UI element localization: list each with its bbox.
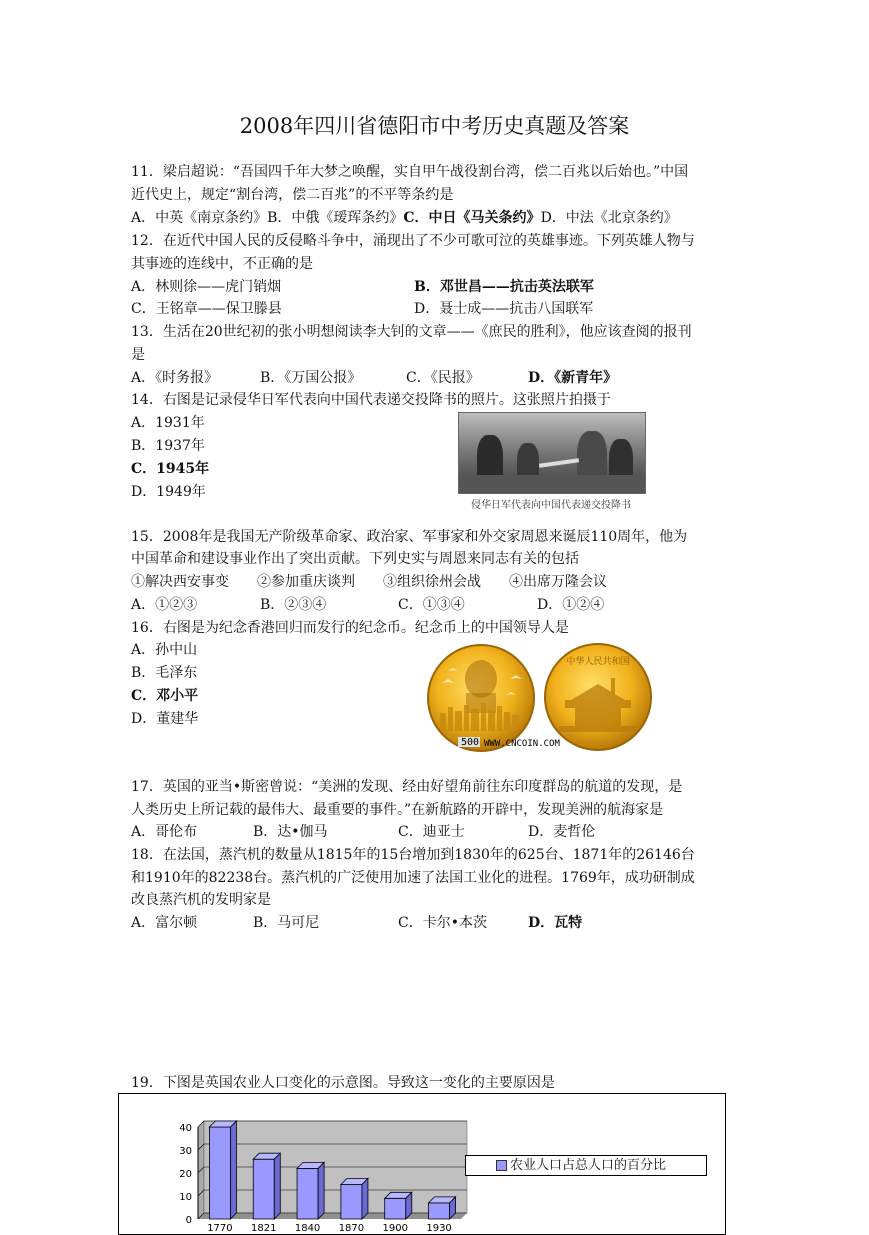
q15-stem-line1: 15．2008年是我国无产阶级革命家、政治家、军事家和外交家周恩来诞辰110周年，他为 xyxy=(131,529,688,545)
y-tick-label: 40 xyxy=(179,1123,192,1134)
q15-option-b: B．②③④ xyxy=(260,597,327,613)
q11-options xyxy=(131,208,678,228)
x-tick-label: 1900 xyxy=(382,1223,408,1234)
q14-option-d: D．1949年 xyxy=(131,484,206,500)
x-tick-label: 1821 xyxy=(251,1223,277,1234)
q16-option-c: C．邓小平 xyxy=(131,688,199,704)
q12-option-c: C．王铭章——保卫滕县 xyxy=(131,301,282,317)
q14-option-c: C．1945年 xyxy=(131,461,210,477)
q12-option-d: D．聂士成——抗击八国联军 xyxy=(414,301,594,317)
q16-option-d: D．董建华 xyxy=(131,711,199,727)
q17-option-d: D．麦哲伦 xyxy=(528,824,596,840)
q12-option-b: B．邓世昌——抗击英法联军 xyxy=(414,279,594,295)
plot-floor xyxy=(198,1213,467,1219)
coin-value-label: 500 xyxy=(461,737,480,748)
bar xyxy=(297,1168,318,1219)
q15-stem-line3: ①解决西安事变 ②参加重庆谈判 ③组织徐州会战 ④出席万隆会议 xyxy=(131,574,607,590)
q18-option-a: A．富尔顿 xyxy=(131,915,198,931)
bar xyxy=(209,1127,230,1219)
coin-reverse-image xyxy=(541,642,655,752)
q14-stem-line1: 14．右图是记录侵华日军代表向中国代表递交投降书的照片。这张照片拍摄于 xyxy=(131,392,611,408)
bar xyxy=(253,1159,274,1219)
q17-option-c: C．迪亚士 xyxy=(398,824,465,840)
q12-option-a: A．林则徐——虎门销烟 xyxy=(131,279,282,295)
q12-stem-line2: 其事迹的连线中，不正确的是 xyxy=(131,256,313,272)
q17-stem-line2: 人类历史上所记载的最伟大、最重要的事件。”在新航路的开辟中，发现美洲的航海家是 xyxy=(131,802,664,818)
coin-obverse-image xyxy=(424,643,538,753)
q18-option-c: C．卡尔•本茨 xyxy=(398,915,487,931)
q15-option-c: C．①③④ xyxy=(398,597,465,613)
q13-stem-line2: 是 xyxy=(131,347,145,363)
q13-option-d: D．《新青年》 xyxy=(528,370,618,386)
y-tick-label: 0 xyxy=(185,1215,192,1226)
q18-option-b: B．马可尼 xyxy=(253,915,320,931)
bar xyxy=(429,1203,450,1219)
x-tick-label: 1770 xyxy=(207,1223,233,1234)
q16-option-a: A．孙中山 xyxy=(131,642,198,658)
q11-option-c: C．中日《马关条约》 xyxy=(403,210,541,226)
q13-option-c: C．《民报》 xyxy=(406,370,480,386)
q18-stem-line1: 18．在法国，蒸汽机的数量从1815年的15台增加到1830年的625台、1871年的26146台 xyxy=(131,847,695,863)
q18-stem-line3: 改良蒸汽机的发明家是 xyxy=(131,892,271,908)
q13-option-a: A．《时务报》 xyxy=(131,370,219,386)
q12-stem-line1: 12．在近代中国人民的反侵略斗争中，涌现出了不少可歌可泣的英雄事迹。下列英雄人物与 xyxy=(131,233,695,249)
q17-stem-line1: 17．英国的亚当•斯密曾说：“美洲的发现、经由好望角前往东印度群岛的航道的发现，是 xyxy=(131,779,683,795)
q17-option-b: B．达•伽马 xyxy=(253,824,328,840)
legend-label: 农业人口占总人口的百分比 xyxy=(510,1158,667,1173)
y-tick-label: 30 xyxy=(179,1146,192,1157)
q15-stem-line2: 中国革命和建设事业作出了突出贡献。下列史实与周恩来同志有关的包括 xyxy=(131,551,579,567)
legend-swatch xyxy=(496,1160,507,1171)
bar xyxy=(385,1198,406,1219)
q18-option-d: D．瓦特 xyxy=(528,915,583,931)
q16-stem-line1: 16．右图是为纪念香港回归而发行的纪念币。纪念币上的中国领导人是 xyxy=(131,620,569,636)
svg-text:中华人民共和国: 中华人民共和国 xyxy=(566,657,630,667)
q11-stem-line1: 11．梁启超说：“吾国四千年大梦之唤醒，实自甲午战役割台湾，偿二百兆以后始也。”中国 xyxy=(131,164,689,180)
photo-caption: 侵华日军代表向中国代表递交投降书 xyxy=(471,500,631,511)
y-tick-label: 10 xyxy=(179,1192,192,1203)
coin-site-watermark: WWW.CNCOIN.COM xyxy=(484,739,560,749)
bar-side xyxy=(362,1179,368,1220)
q13-stem-line1: 13．生活在20世纪初的张小明想阅读李大钊的文章——《庶民的胜利》，他应该查阅的报刊 xyxy=(131,324,692,340)
q13-option-b: B．《万国公报》 xyxy=(260,370,362,386)
q15-option-d: D．①②④ xyxy=(537,597,605,613)
q14-option-a: A．1931年 xyxy=(131,415,205,431)
q17-option-a: A．哥伦布 xyxy=(131,824,198,840)
x-tick-label: 1870 xyxy=(338,1223,365,1234)
surrender-photo xyxy=(458,412,646,494)
q18-stem-line2: 和1910年的82238台。蒸汽机的广泛使用加速了法国工业化的进程。1769年，成功研制成 xyxy=(131,870,695,886)
chart-legend xyxy=(465,1155,707,1176)
bar-side xyxy=(230,1121,236,1219)
x-tick-label: 1930 xyxy=(426,1223,452,1234)
bar-side xyxy=(274,1153,280,1219)
bar-side xyxy=(318,1162,324,1219)
q11-option-ab: A．中英《南京条约》B．中俄《瑷珲条约》 xyxy=(131,210,404,226)
q11-stem-line2: 近代史上，规定“割台湾，偿二百兆”的不平等条约是 xyxy=(131,187,454,203)
q16-option-b: B．毛泽东 xyxy=(131,665,198,681)
y-tick-label: 20 xyxy=(179,1169,192,1180)
q14-option-b: B．1937年 xyxy=(131,438,205,454)
x-tick-label: 1840 xyxy=(294,1223,321,1234)
q15-option-a: A．①②③ xyxy=(131,597,198,613)
q11-option-d: D．中法《北京条约》 xyxy=(540,210,678,226)
bar xyxy=(341,1185,362,1220)
q19-stem-line1: 19．下图是英国农业人口变化的示意图。导致这一变化的主要原因是 xyxy=(131,1075,555,1091)
page-title: 2008年四川省德阳市中考历史真题及答案 xyxy=(239,114,630,138)
